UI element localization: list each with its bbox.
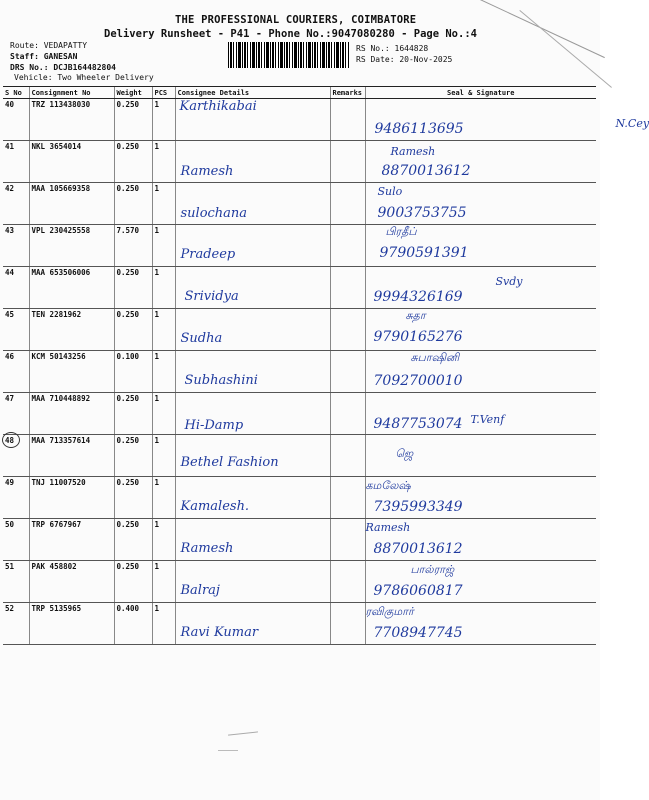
pcs-cell: 1 xyxy=(152,393,175,435)
consignment-cell: VPL 230425558 xyxy=(29,225,114,267)
remarks-cell xyxy=(330,267,365,309)
remarks-cell xyxy=(330,183,365,225)
table-row xyxy=(3,183,596,225)
signature: Ramesh xyxy=(390,145,436,158)
consignment-cell: TRP 5135965 xyxy=(29,603,114,645)
pen-mark xyxy=(228,731,258,735)
pcs-cell: 1 xyxy=(152,183,175,225)
weight-cell: 0.250 xyxy=(114,435,152,477)
consignment-cell: MAA 713357614 xyxy=(29,435,114,477)
pcs-cell: 1 xyxy=(152,519,175,561)
phone-number: 9786060817 xyxy=(373,583,463,599)
table-row xyxy=(3,603,596,645)
sno-cell: 42 xyxy=(3,183,29,225)
phone-number: 9486113695 xyxy=(374,121,464,137)
phone-number: 9003753755 xyxy=(377,205,467,221)
table-row xyxy=(3,141,596,183)
consignment-cell: KCM 50143256 xyxy=(29,351,114,393)
sno-cell: 40 xyxy=(3,99,29,141)
remarks-cell xyxy=(330,225,365,267)
barcode xyxy=(228,42,350,68)
signature-cell xyxy=(365,477,596,519)
weight-cell: 0.250 xyxy=(114,183,152,225)
pcs-cell: 1 xyxy=(152,435,175,477)
runsheet-table xyxy=(3,86,649,645)
consignee-cell xyxy=(175,99,330,141)
consignment-cell: MAA 105669358 xyxy=(29,183,114,225)
signature: Svdy xyxy=(495,275,523,288)
consignee-name: sulochana xyxy=(180,206,248,221)
signature: பிரதீப் xyxy=(385,225,417,238)
weight-cell: 0.250 xyxy=(114,561,152,603)
sno-cell: 46 xyxy=(3,351,29,393)
signature-cell xyxy=(365,225,596,267)
consignee-name: Hi-Damp xyxy=(184,418,244,433)
consignee-cell xyxy=(175,603,330,645)
runsheet-subtitle: Delivery Runsheet - P41 - Phone No.:9047080280 - Page No.:4 xyxy=(104,28,477,40)
pcs-cell: 1 xyxy=(152,99,175,141)
signature: கமலேஷ் xyxy=(365,479,411,492)
phone-number: 9994326169 xyxy=(373,289,463,305)
remarks-cell xyxy=(330,393,365,435)
weight-cell: 0.400 xyxy=(114,603,152,645)
signature-cell xyxy=(365,183,596,225)
table-row xyxy=(3,309,596,351)
pcs-cell: 1 xyxy=(152,225,175,267)
signature: N.Cey xyxy=(615,117,649,130)
consignment-cell: TNJ 11007520 xyxy=(29,477,114,519)
sno-cell: 47 xyxy=(3,393,29,435)
sno-cell: 41 xyxy=(3,141,29,183)
signature-cell xyxy=(365,267,596,309)
consignee-name: Sudha xyxy=(180,331,223,346)
signature: T.Venf xyxy=(470,413,505,426)
pcs-cell: 1 xyxy=(152,267,175,309)
table-row xyxy=(3,393,596,435)
table-row xyxy=(3,99,596,141)
consignment-cell: TRP 6767967 xyxy=(29,519,114,561)
drs-number: DRS No.: DCJB164482804 xyxy=(10,63,116,72)
consignment-cell: PAK 458802 xyxy=(29,561,114,603)
remarks-cell xyxy=(330,99,365,141)
table-row xyxy=(3,435,596,477)
weight-cell: 0.250 xyxy=(114,519,152,561)
row-48-circle-mark xyxy=(2,432,20,448)
route-label: Route: VEDAPATTY xyxy=(10,41,88,50)
remarks-cell xyxy=(330,309,365,351)
phone-number: 7395993349 xyxy=(373,499,463,515)
staff-label: Staff: GANESAN xyxy=(10,52,78,61)
col-header: Weight xyxy=(114,87,152,99)
sno-cell: 45 xyxy=(3,309,29,351)
fold-line xyxy=(519,10,612,88)
pcs-cell: 1 xyxy=(152,561,175,603)
pcs-cell: 1 xyxy=(152,141,175,183)
consignee-cell xyxy=(175,477,330,519)
signature: ரவிகுமார் xyxy=(365,605,414,618)
consignee-name: Pradeep xyxy=(180,247,236,262)
consignee-name: Ravi Kumar xyxy=(180,625,259,640)
consignee-name: Subhashini xyxy=(184,373,258,388)
consignment-cell: MAA 653506006 xyxy=(29,267,114,309)
sno-cell: 51 xyxy=(3,561,29,603)
rs-number: RS No.: 1644828 xyxy=(356,44,429,53)
col-header: PCS xyxy=(152,87,175,99)
table-row xyxy=(3,519,596,561)
table-row xyxy=(3,225,596,267)
pcs-cell: 1 xyxy=(152,309,175,351)
signature-cell xyxy=(365,603,596,645)
signature-cell xyxy=(365,351,596,393)
signature-cell xyxy=(365,309,596,351)
consignee-cell xyxy=(175,309,330,351)
consignment-cell: TRZ 113438030 xyxy=(29,99,114,141)
signature: ஜெ xyxy=(395,447,414,460)
consignee-cell xyxy=(175,225,330,267)
sno-cell: 49 xyxy=(3,477,29,519)
table-header-row xyxy=(3,87,596,99)
vehicle-label: Vehicle: Two Wheeler Delivery xyxy=(14,73,154,82)
remarks-cell xyxy=(330,519,365,561)
company-title: THE PROFESSIONAL COURIERS, COIMBATORE xyxy=(175,14,417,26)
table-row xyxy=(3,477,596,519)
phone-number: 9790165276 xyxy=(373,329,463,345)
remarks-cell xyxy=(330,477,365,519)
consignment-cell: NKL 3654014 xyxy=(29,141,114,183)
signature: சுதா xyxy=(405,309,426,322)
sno-cell: 48 xyxy=(3,435,29,477)
sno-cell: 43 xyxy=(3,225,29,267)
sno-cell: 52 xyxy=(3,603,29,645)
weight-cell: 0.250 xyxy=(114,267,152,309)
remarks-cell xyxy=(330,141,365,183)
weight-cell: 0.250 xyxy=(114,309,152,351)
remarks-cell xyxy=(330,603,365,645)
col-header: Consignment No xyxy=(29,87,114,99)
table-row xyxy=(3,351,596,393)
consignee-cell xyxy=(175,351,330,393)
col-header: Consignee Details xyxy=(175,87,330,99)
weight-cell: 0.250 xyxy=(114,393,152,435)
signature: Ramesh xyxy=(365,521,411,534)
pcs-cell: 1 xyxy=(152,351,175,393)
signature: பால்ராஜ் xyxy=(410,563,455,576)
signature: Sulo xyxy=(377,185,403,198)
phone-number: 7708947745 xyxy=(373,625,463,641)
signature-cell xyxy=(365,393,596,435)
phone-number: 9790591391 xyxy=(379,245,469,261)
signature-cell xyxy=(365,519,596,561)
signature-cell xyxy=(365,561,596,603)
consignee-cell xyxy=(175,561,330,603)
sno-cell: 50 xyxy=(3,519,29,561)
consignee-cell xyxy=(175,183,330,225)
consignee-name: Ramesh xyxy=(180,164,234,179)
remarks-cell xyxy=(330,435,365,477)
weight-cell: 0.250 xyxy=(114,141,152,183)
pcs-cell: 1 xyxy=(152,603,175,645)
table-row xyxy=(3,267,596,309)
consignee-cell xyxy=(175,393,330,435)
sno-cell: 44 xyxy=(3,267,29,309)
col-header: Seal & Signature xyxy=(365,87,596,99)
table-row xyxy=(3,561,596,603)
consignee-name: Bethel Fashion xyxy=(180,455,279,470)
weight-cell: 0.250 xyxy=(114,477,152,519)
consignee-name: Ramesh xyxy=(180,541,234,556)
remarks-cell xyxy=(330,561,365,603)
remarks-cell xyxy=(330,351,365,393)
phone-number: 7092700010 xyxy=(373,373,463,389)
weight-cell: 0.100 xyxy=(114,351,152,393)
consignee-cell xyxy=(175,267,330,309)
consignee-name: Karthikabai xyxy=(179,99,257,114)
weight-cell: 7.570 xyxy=(114,225,152,267)
consignment-cell: TEN 2281962 xyxy=(29,309,114,351)
phone-number: 9487753074 xyxy=(373,416,463,432)
consignment-cell: MAA 710448892 xyxy=(29,393,114,435)
consignee-name: Srividya xyxy=(184,289,239,304)
consignee-name: Balraj xyxy=(180,583,220,598)
col-header: S No xyxy=(3,87,29,99)
signature-cell xyxy=(365,435,596,477)
consignee-name: Kamalesh. xyxy=(180,499,250,514)
weight-cell: 0.250 xyxy=(114,99,152,141)
rs-date: RS Date: 20-Nov-2025 xyxy=(356,55,453,64)
phone-number: 8870013612 xyxy=(381,163,471,179)
signature-cell xyxy=(365,99,649,141)
phone-number: 8870013612 xyxy=(373,541,463,557)
consignee-cell xyxy=(175,519,330,561)
col-header: Remarks xyxy=(330,87,365,99)
pcs-cell: 1 xyxy=(152,477,175,519)
consignee-cell xyxy=(175,435,330,477)
signature-cell xyxy=(365,141,596,183)
pen-mark xyxy=(218,750,238,751)
signature: சுபாஷினி xyxy=(410,351,460,364)
consignee-cell xyxy=(175,141,330,183)
